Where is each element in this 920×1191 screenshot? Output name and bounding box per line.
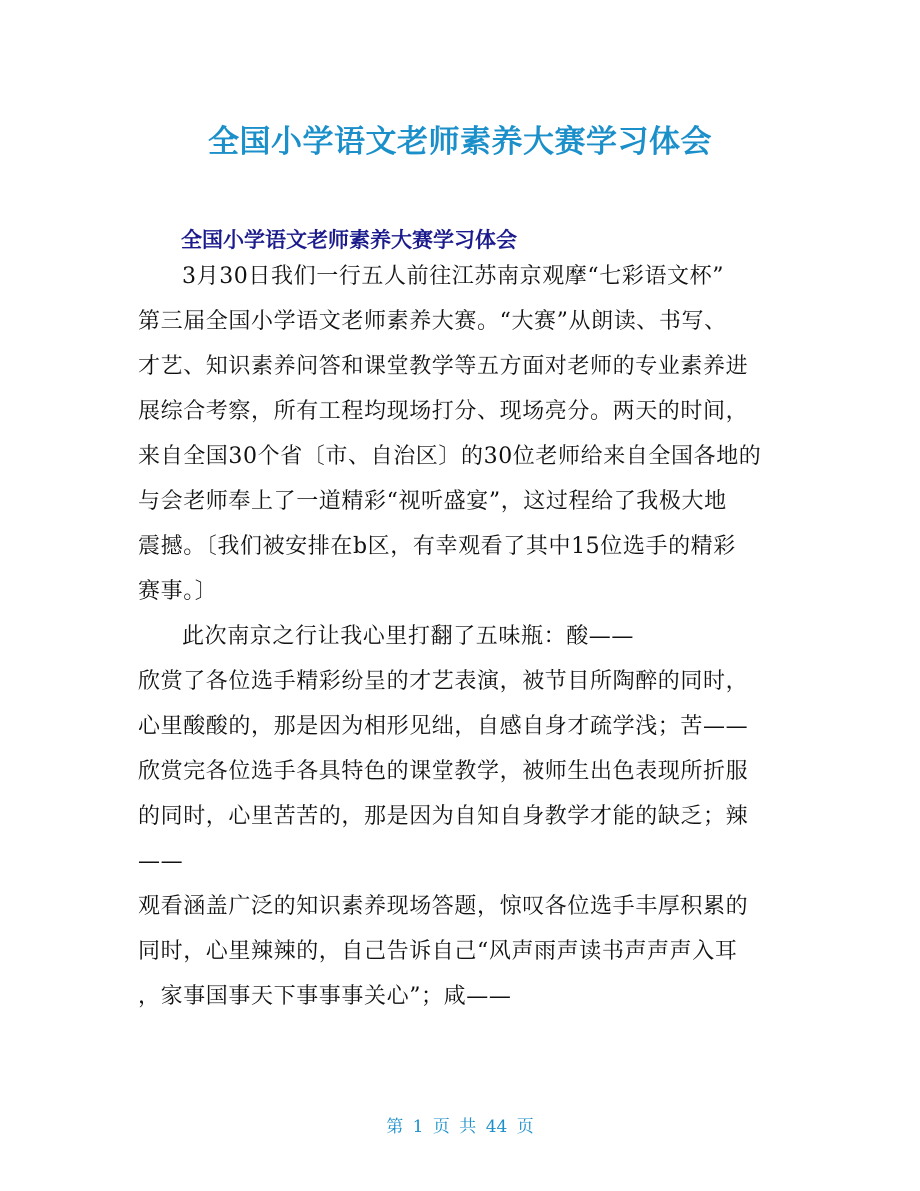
paragraph-line: 才艺、知识素养问答和课堂教学等五方面对老师的专业素养进	[138, 354, 749, 379]
paragraph-line: 赛事。〕	[138, 579, 218, 604]
paragraph-line: 来自全国30个省〔市、自治区〕的30位老师给来自全国各地的	[138, 444, 762, 469]
paragraph-line: 第三届全国小学语文老师素养大赛。“大赛”从朗读、书写、	[138, 309, 727, 334]
paragraph-line: 展综合考察，所有工程均现场打分、现场亮分。两天的时间，	[138, 399, 749, 424]
paragraph-line: ，家事国事天下事事事关心”；咸——	[138, 984, 512, 1009]
paragraph-line: 与会老师奉上了一道精彩“视听盛宴”，这过程给了我极大地	[138, 489, 727, 514]
paragraph-line: 欣赏了各位选手精彩纷呈的才艺表演，被节目所陶醉的同时，	[138, 669, 749, 694]
section-heading: 全国小学语文老师素养大赛学习体会	[181, 228, 517, 252]
paragraph-line: 震撼。〔我们被安排在b区，有幸观看了其中15位选手的精彩	[138, 534, 736, 559]
paragraph-line: ——	[138, 849, 184, 874]
page-footer: 第 1 页 共 44 页	[386, 1117, 534, 1137]
document-title: 全国小学语文老师素养大赛学习体会	[208, 124, 712, 160]
paragraph-line: 此次南京之行让我心里打翻了五味瓶：酸——	[182, 624, 635, 649]
paragraph-line: 同时，心里辣辣的，自己告诉自己“风声雨声读书声声声入耳	[138, 939, 738, 964]
paragraph-line: 欣赏完各位选手各具特色的课堂教学，被师生出色表现所折服	[138, 759, 749, 784]
paragraph-line: 3月30日我们一行五人前往江苏南京观摩“七彩语文杯”	[182, 264, 725, 289]
paragraph-line: 观看涵盖广泛的知识素养现场答题，惊叹各位选手丰厚积累的	[138, 894, 749, 919]
paragraph-line: 的同时，心里苦苦的，那是因为自知自身教学才能的缺乏；辣	[138, 804, 749, 829]
paragraph-line: 心里酸酸的，那是因为相形见绌，自感自身才疏学浅；苦——	[138, 714, 749, 739]
body-text	[138, 254, 788, 1019]
